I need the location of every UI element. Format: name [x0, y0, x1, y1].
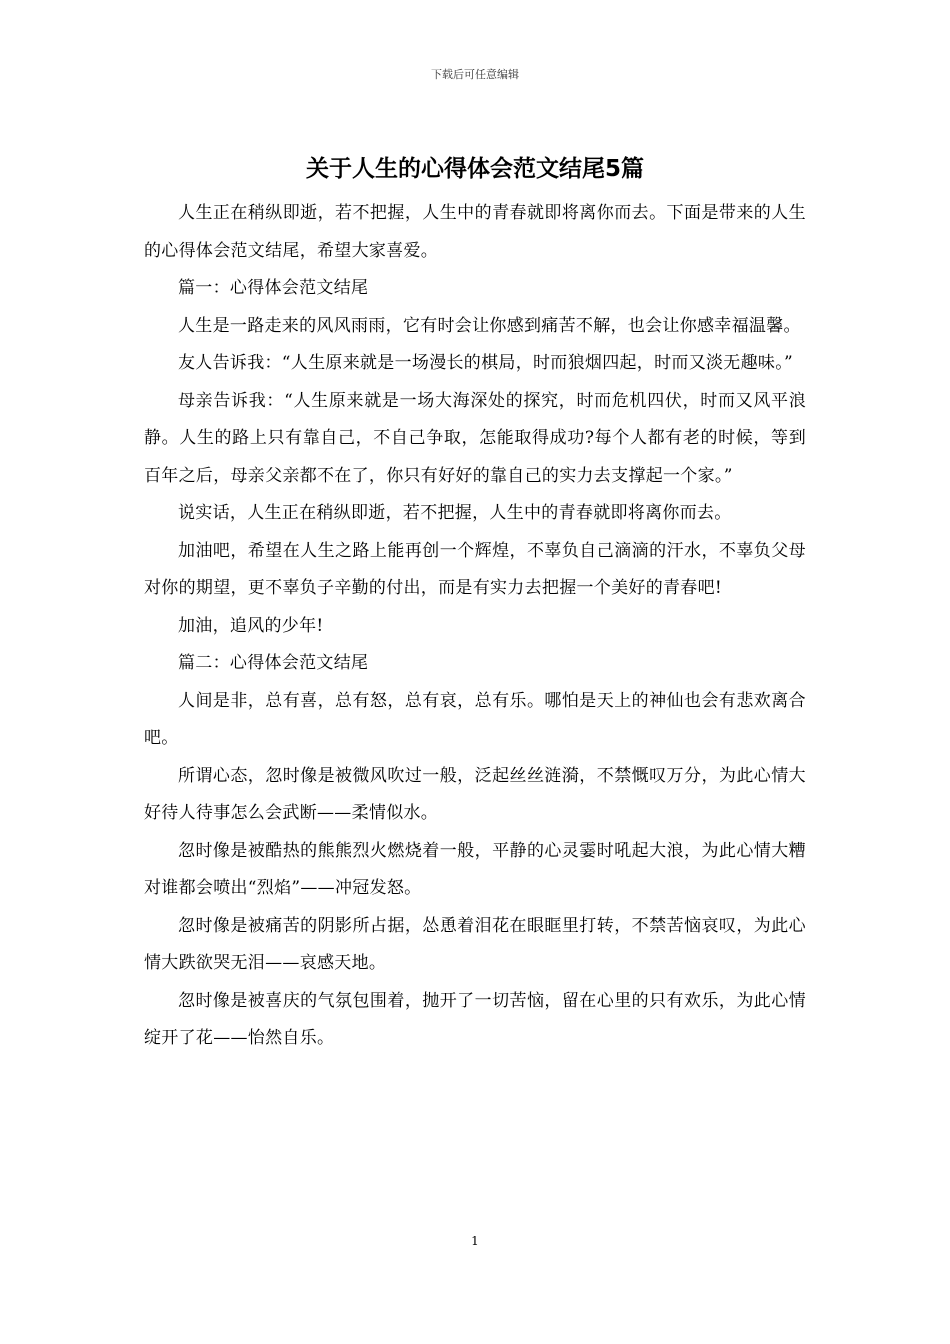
document-title: 关于人生的心得体会范文结尾5篇 [305, 156, 644, 182]
paragraph: 加油吧，希望在人生之路上能再创一个辉煌，不辜负自己滴滴的汗水，不辜负父母对你的期望，更不辜负子辛勤的付出，而是有实力去把握一个美好的青春吧! [144, 540, 806, 598]
paragraph: 友人告诉我：“人生原来就是一场漫长的棋局，时而狼烟四起，时而又淡无趣味。” [178, 353, 793, 373]
paragraph: 忽时像是被痛苦的阴影所占据，怂恿着泪花在眼眶里打转，不禁苦恼哀叹，为此心情大跌欲哭无泪——哀感天地。 [144, 915, 806, 973]
section-heading: 篇二：心得体会范文结尾 [178, 653, 369, 673]
paragraph: 人间是非，总有喜，总有怒，总有哀，总有乐。哪怕是天上的神仙也会有悲欢离合吧。 [144, 690, 806, 748]
paragraph: 忽时像是被酷热的熊熊烈火燃烧着一般，平静的心灵霎时吼起大浪，为此心情大糟对谁都会喷出“烈焰”——冲冠发怒。 [144, 840, 806, 898]
paragraph: 人生正在稍纵即逝，若不把握，人生中的青春就即将离你而去。下面是带来的人生的心得体会范文结尾，希望大家喜爱。 [144, 203, 806, 261]
paragraph: 说实话，人生正在稍纵即逝，若不把握，人生中的青春就即将离你而去。 [178, 503, 732, 523]
section-heading: 篇一：心得体会范文结尾 [178, 278, 369, 298]
document-body [144, 195, 806, 1058]
paragraph: 忽时像是被喜庆的气氛包围着，抛开了一切苦恼，留在心里的只有欢乐，为此心情绽开了花——怡然自乐。 [144, 990, 806, 1048]
paragraph: 所谓心态，忽时像是被微风吹过一般，泛起丝丝涟漪，不禁慨叹万分，为此心情大好待人待事怎么会武断——柔情似水。 [144, 765, 806, 823]
paragraph: 人生是一路走来的风风雨雨，它有时会让你感到痛苦不解，也会让你感幸福温馨。 [178, 315, 801, 336]
paragraph: 母亲告诉我：“人生原来就是一场大海深处的探究，时而危机四伏，时而又风平浪静。人生的路上只有靠自己，不自己争取，怎能取得成功?每个人都有老的时候，等到百年之后，母亲父亲都不在了，你只有好好的靠自己的实力去支撑起一个家。” [144, 390, 806, 486]
page-number: 1 [471, 1234, 479, 1248]
header-note: 下载后可任意编辑 [431, 68, 519, 81]
paragraph: 加油，追风的少年! [178, 615, 324, 636]
